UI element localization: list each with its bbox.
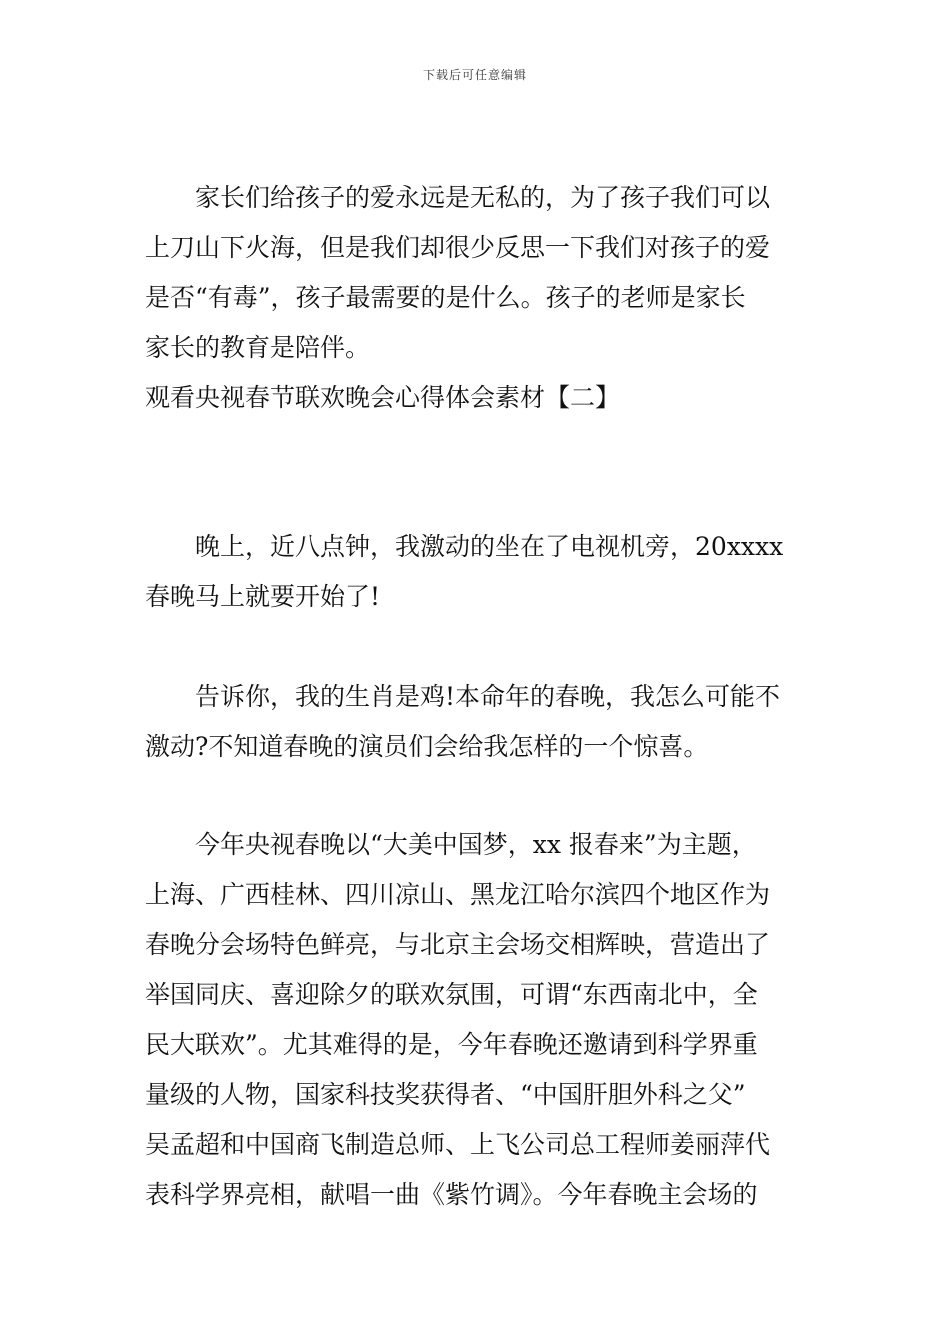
paragraph-4-line-8: 表科学界亮相，献唱一曲《紫竹调》。今年春晚主会场的 <box>145 1180 758 1209</box>
paragraph-4-line-7: 吴孟超和中国商飞制造总师、上飞公司总工程师姜丽萍代 <box>145 1130 771 1159</box>
paragraph-4-line-3: 春晚分会场特色鲜亮，与北京主会场交相辉映，营造出了 <box>145 930 771 959</box>
paragraph-4-line-1: 今年央视春晚以“大美中国梦，xx 报春来”为主题， <box>195 830 757 859</box>
paragraph-4-line-6: 量级的人物，国家科技奖获得者、“中国肝胆外科之父” <box>145 1080 746 1109</box>
paragraph-2-line-1: 晚上，近八点钟，我激动的坐在了电视机旁，20xxxx <box>195 532 784 561</box>
paragraph-3-line-2: 激动?不知道春晚的演员们会给我怎样的一个惊喜。 <box>145 732 709 761</box>
paragraph-2-line-2: 春晚马上就要开始了! <box>145 582 381 611</box>
paragraph-4-line-2: 上海、广西桂林、四川凉山、黑龙江哈尔滨四个地区作为 <box>145 880 771 909</box>
paragraph-1-line-3: 是否“有毒”，孩子最需要的是什么。孩子的老师是家长 <box>145 283 746 312</box>
paragraph-1-line-4: 家长的教育是陪伴。 <box>145 333 371 362</box>
paragraph-3-line-1: 告诉你，我的生肖是鸡!本命年的春晚，我怎么可能不 <box>195 682 781 711</box>
section-title: 观看央视春节联欢晚会心得体会素材【二】 <box>145 383 621 412</box>
page-header: 下载后可任意编辑 <box>422 68 527 82</box>
paragraph-1-line-2: 上刀山下火海，但是我们却很少反思一下我们对孩子的爱 <box>145 233 771 262</box>
paragraph-1-line-1: 家长们给孩子的爱永远是无私的，为了孩子我们可以 <box>195 183 771 212</box>
paragraph-4-line-5: 民大联欢”。尤其难得的是，今年春晚还邀请到科学界重 <box>145 1030 758 1059</box>
paragraph-4-line-4: 举国同庆、喜迎除夕的联欢氛围，可谓“东西南北中，全 <box>145 980 758 1009</box>
